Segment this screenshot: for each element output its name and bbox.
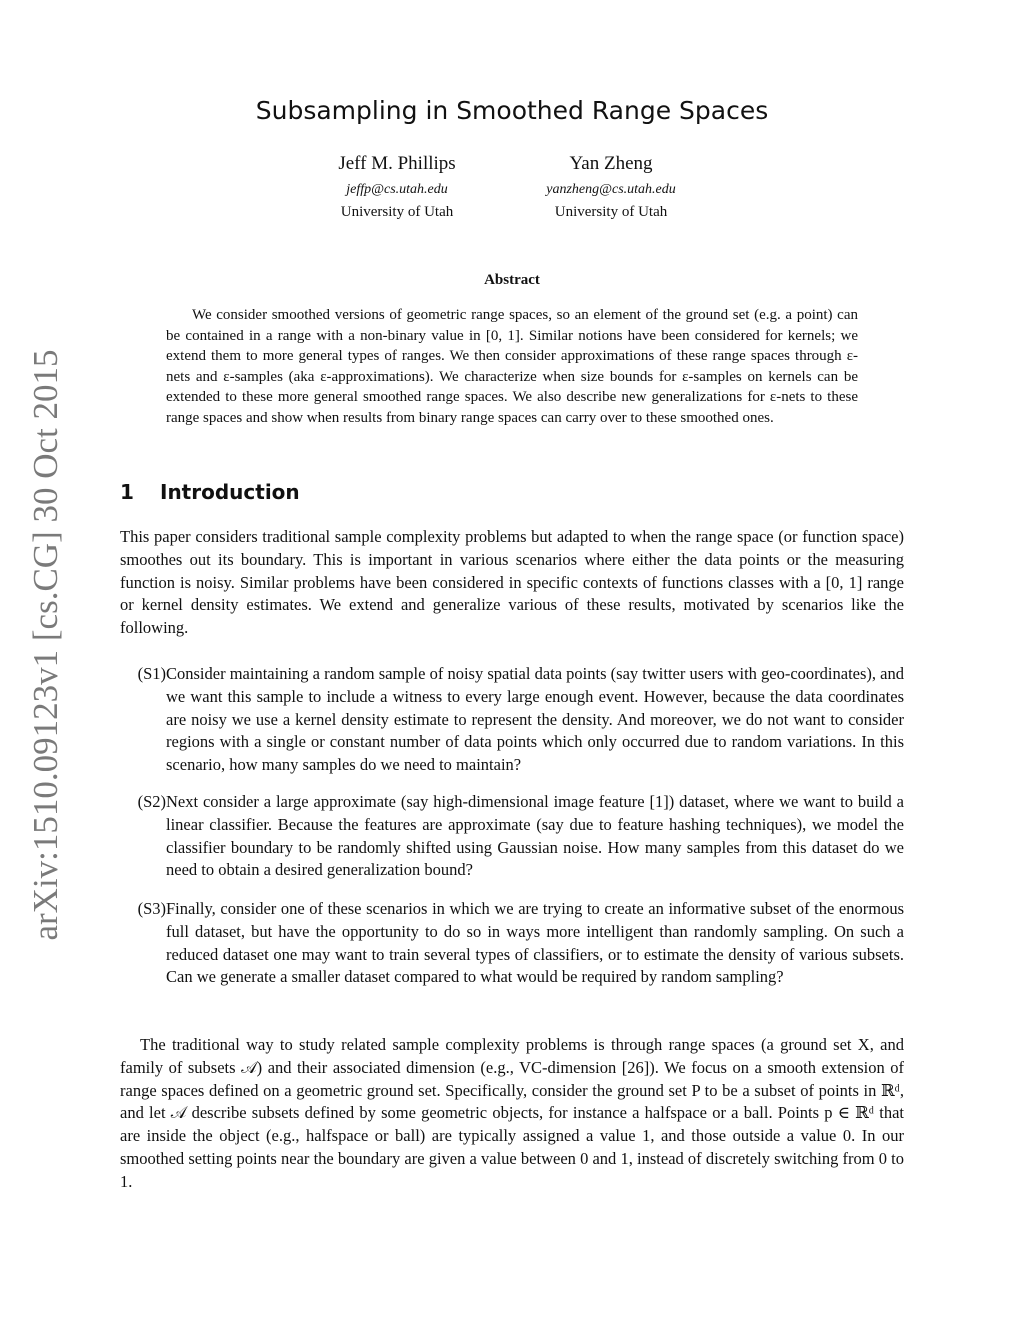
- paper-title: Subsampling in Smoothed Range Spaces: [255, 96, 769, 125]
- author-block: [481, 152, 741, 223]
- author-name: Jeff M. Phillips: [338, 153, 456, 174]
- author-affiliation: University of Utah: [554, 204, 668, 220]
- section-heading: [120, 480, 300, 504]
- scenario-text: Consider maintaining a random sample of noisy spatial data points (say twitter users with geo-coordinates), and we want this sample to include a witness to every large enough event. However, because the data coordinates are noisy we use a kernel density estimate to represent the density. And moreover, we do not want to consider regions with a single or constant number of data points which only occurred due to random variations. In this scenario, how many samples do we need to maintain?: [166, 664, 904, 775]
- intro-paragraph: This paper considers traditional sample complexity problems but adapted to when the range space (or function space) smoothes out its boundary. This is important in various scenarios where either the data points or the measuring function is noisy. Similar problems have been considered in specific contexts of functions classes with a [0, 1] range or kernel density estimates. We extend and generalize various of these results, motivated by scenarios like the following.: [120, 527, 904, 638]
- scenario-label: (S2): [137, 792, 166, 811]
- author-email: jeffp@cs.utah.edu: [346, 182, 448, 197]
- scenario-label: (S3): [137, 899, 166, 918]
- abstract-text: We consider smoothed versions of geometric range spaces, so an element of the ground set (e.g. a point) can be contained in a range with a non-binary value in [0, 1]. Similar notions have been considered for kernels; we extend them to more general types of ranges. We then consider approximations of these range spaces through ε-nets and ε-samples (aka ε-approximations). We characterize when size bounds for ε-samples on kernels can be extended to these more general smoothed range spaces. We also describe new generalizations for ε-nets to these range spaces and show when results from binary range spaces can carry over to these smoothed ones.: [166, 307, 858, 426]
- scenario-label: (S1): [137, 664, 166, 683]
- scenario-text: Next consider a large approximate (say high-dimensional image feature [1]) dataset, where we want to build a linear classifier. Because the features are approximate (say due to feature hashing techniques), we model the classifier boundary to be randomly shifted using Gaussian noise. How many samples from this dataset do we need to obtain a desired generalization bound?: [166, 792, 904, 880]
- scenario-item: [120, 791, 904, 882]
- section-title: Introduction: [160, 480, 300, 504]
- scenario-text: Finally, consider one of these scenarios in which we are trying to create an informative subset of the enormous full dataset, but have the opportunity to do so in ways more intelligent than randomly sampling. On such a reduced dataset one may want to train several types of classifiers, or to estimate the density of various subsets. Can we generate a smaller dataset compared to what would be required by random sampling?: [166, 899, 904, 987]
- abstract-heading: Abstract: [484, 272, 540, 288]
- arxiv-identifier: arXiv:1510.09123v1 [cs.CG] 30 Oct 2015: [26, 349, 65, 941]
- scenario-item: [120, 898, 904, 989]
- author-email: yanzheng@cs.utah.edu: [546, 182, 676, 197]
- author-affiliation: University of Utah: [340, 204, 454, 220]
- closing-paragraph: The traditional way to study related sample complexity problems is through range spaces (a ground set X, and family of subsets 𝒜) and their associated dimension (e.g., VC-dimension [26]). We focus on a smooth extension of range spaces defined on a geometric ground set. Specifically, consider the ground set P to be a subset of points in ℝᵈ, and let 𝒜 describe subsets defined by some geometric objects, for instance a halfspace or a ball. Points p ∈ ℝᵈ that are inside the object (e.g., halfspace or ball) are typically assigned a value 1, and those outside a value 0. In our smoothed setting points near the boundary are given a value between 0 and 1, instead of discretely switching from 0 to 1.: [120, 1035, 904, 1191]
- scenario-item: [120, 663, 904, 777]
- author-name: Yan Zheng: [569, 153, 653, 174]
- section-number: 1: [120, 480, 134, 504]
